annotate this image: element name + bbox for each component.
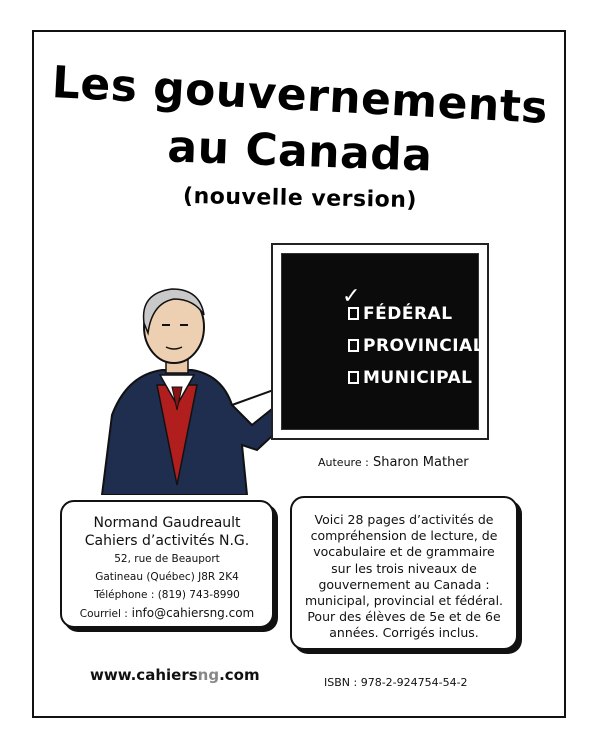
- description-line: compréhension de lecture, de: [310, 528, 498, 544]
- publisher-company: Cahiers d’activités N.G.: [84, 533, 250, 549]
- description-line: municipal, provincial et fédéral.: [304, 593, 504, 609]
- publisher-name: Normand Gaudreault: [93, 515, 241, 531]
- website-link[interactable]: www.cahiersng.com: [90, 666, 260, 684]
- title-line-1: Les gouvernements: [50, 57, 550, 134]
- publisher-city: Gatineau (Québec) J8R 2K4: [95, 571, 239, 583]
- author-label: Auteure :: [318, 456, 369, 469]
- checkbox-icon: [348, 339, 359, 352]
- title-subtitle: (nouvelle version): [182, 183, 418, 214]
- description-line: Voici 28 pages d’activités de: [314, 512, 494, 527]
- isbn: ISBN : 978-2-924754-54-2: [324, 676, 468, 689]
- description-line: vocabulaire et de grammaire: [313, 544, 495, 560]
- author-credit: [318, 455, 469, 470]
- chalkboard-surface: [281, 253, 485, 430]
- description-line: gouvernement au Canada :: [318, 576, 490, 592]
- publisher-email-line: [62, 604, 272, 623]
- title-line-2: au Canada: [166, 121, 434, 182]
- checkmark-icon: ✓: [342, 284, 361, 309]
- author-name: Sharon Mather: [372, 455, 469, 470]
- board-item-municipal: MUNICIPAL: [348, 368, 472, 388]
- description-line: Pour des élèves de 5e et de 6e: [307, 609, 501, 625]
- publisher-address: 52, rue de Beauport: [114, 553, 220, 565]
- board-item-provincial: PROVINCIAL: [348, 336, 484, 356]
- checkbox-icon: [348, 371, 359, 384]
- chalkboard: [271, 243, 489, 440]
- email-label: Courriel :: [79, 608, 128, 620]
- publisher-email[interactable]: info@cahiersng.com: [131, 606, 255, 620]
- description-line: années. Corrigés inclus.: [329, 625, 479, 641]
- publisher-phone: Téléphone : (819) 743-8990: [94, 589, 240, 601]
- board-item-federal: FÉDÉRAL: [348, 304, 453, 324]
- checkbox-icon: [348, 307, 359, 320]
- description-card: [290, 496, 518, 650]
- description-line: sur les trois niveaux de: [331, 560, 477, 576]
- publisher-card: [60, 500, 274, 628]
